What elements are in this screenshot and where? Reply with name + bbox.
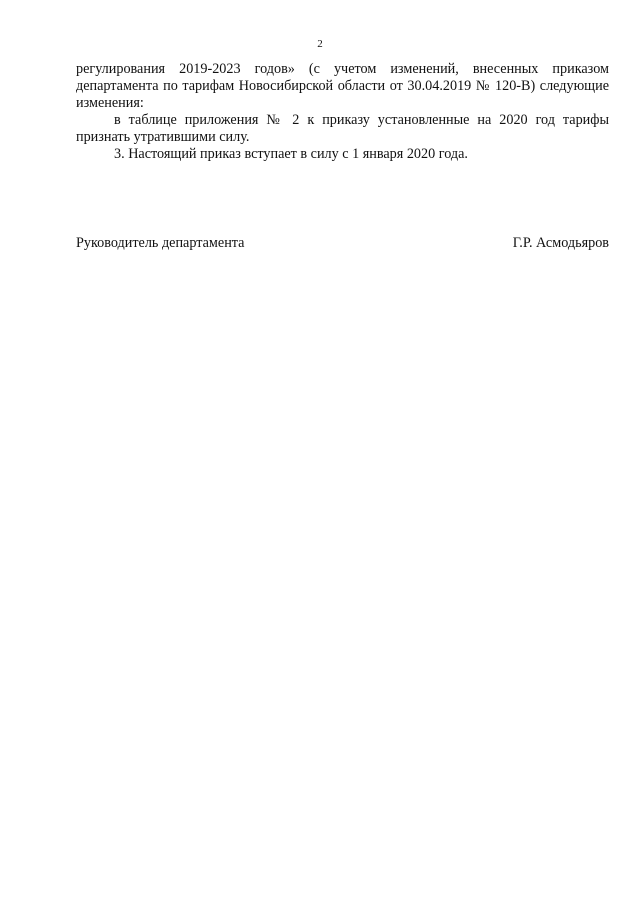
paragraph-effective-date: 3. Настоящий приказ вступает в силу с 1 января 2020 года.	[114, 146, 468, 162]
paragraph-changes-intro: регулирования 2019-2023 годов» (с учетом изменений, внесенных приказом департамента по тарифам Новосибирской области от 30.04.2019 № 120-В) следующие изменения:	[76, 61, 609, 111]
document-body	[76, 61, 609, 163]
signature-block	[76, 235, 609, 252]
signatory-name: Г.Р. Асмодьяров	[512, 235, 609, 251]
page-number: 2	[317, 38, 323, 50]
signatory-position: Руководитель департамента	[76, 235, 245, 251]
paragraph-table-tariffs: в таблице приложения № 2 к приказу установленные на 2020 год тарифы признать утратившими силу.	[76, 112, 609, 145]
